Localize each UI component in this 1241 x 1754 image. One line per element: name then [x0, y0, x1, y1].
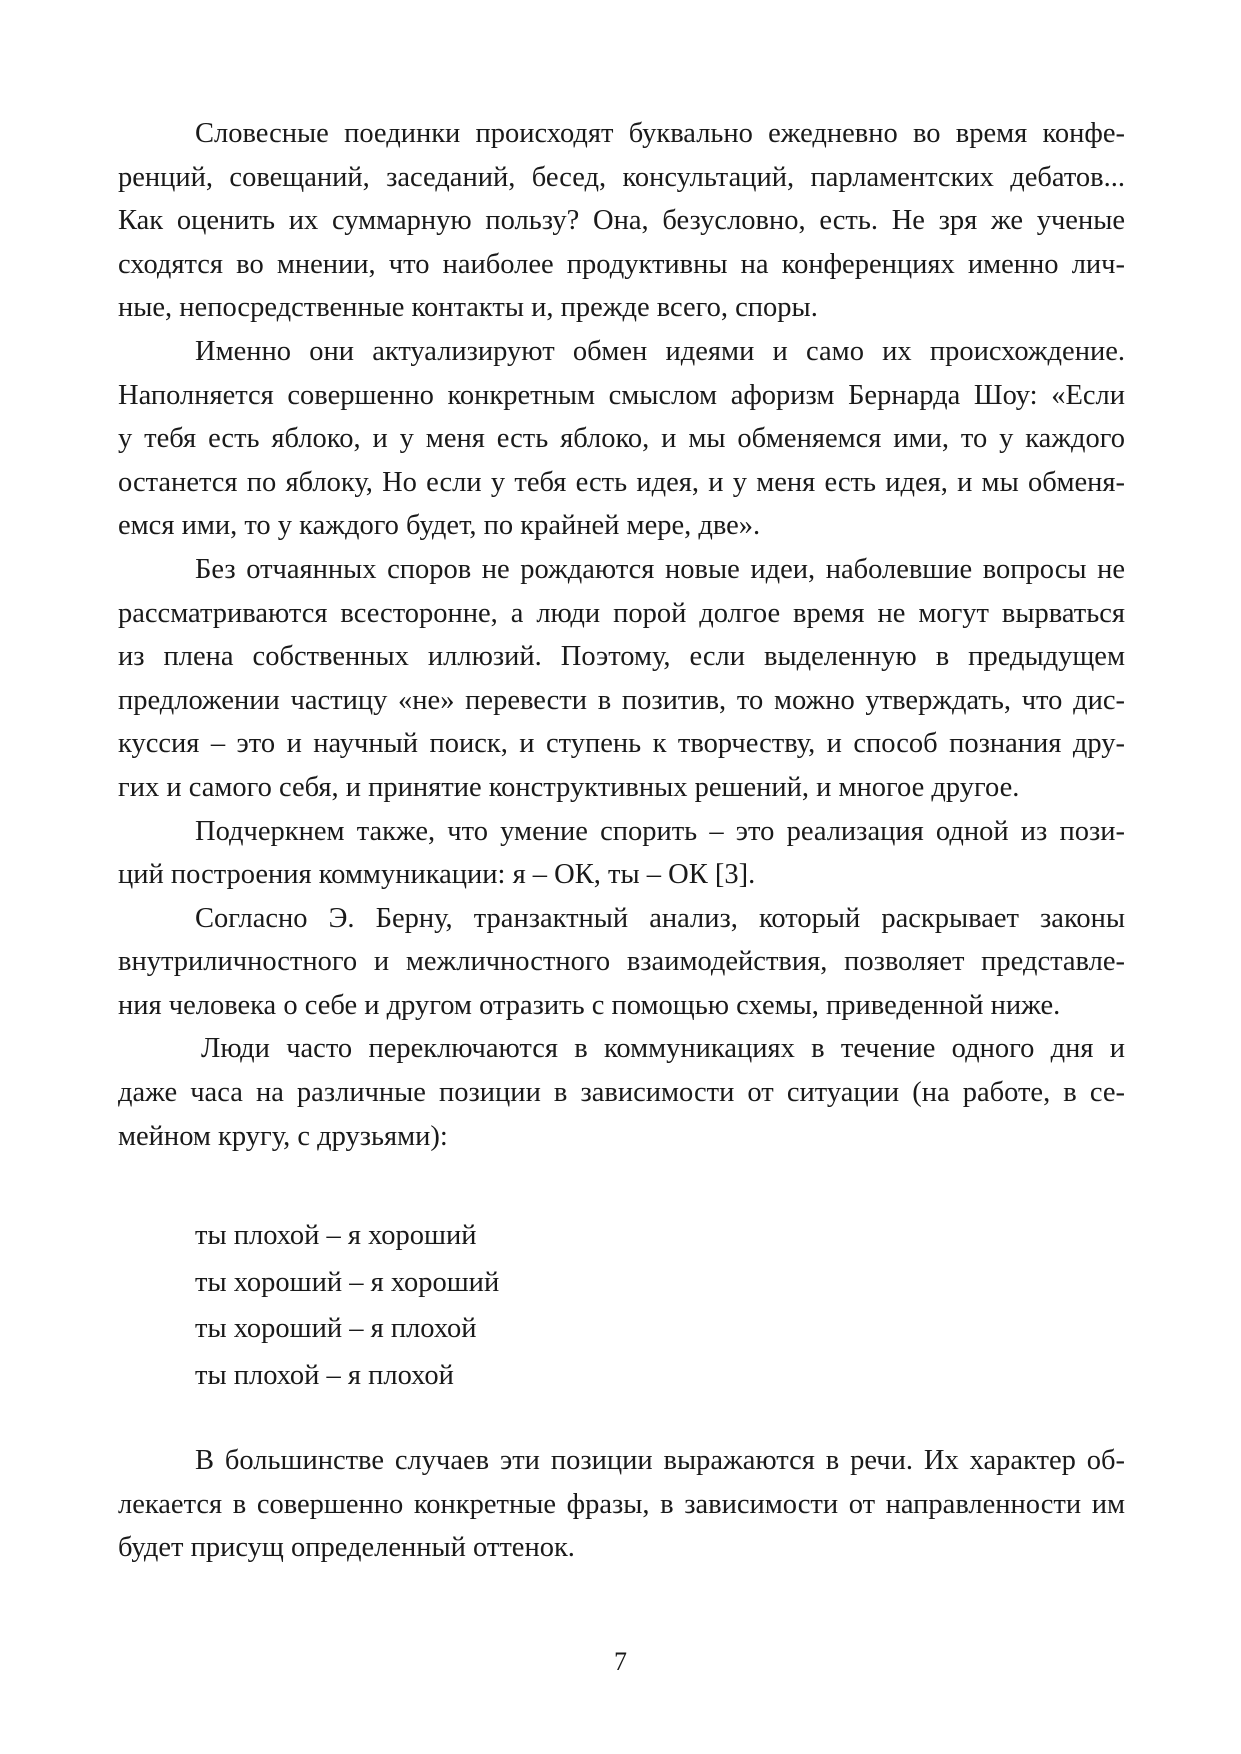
text-line: Как оценить их суммарную пользу? Она, безусловно, есть. Не зря же ученые — [118, 205, 1125, 237]
paragraph — [118, 1439, 1125, 1570]
text-line: лекается в совершенно конкретные фразы, в зависимости от направленности им — [118, 1488, 1125, 1520]
text-line: В большинстве случаев эти позиции выражаются в речи. Их характер об- — [195, 1445, 1125, 1476]
text-line: рассматриваются всесторонне, а люди порой долгое время не могут вырваться — [118, 597, 1125, 629]
text-line: ренций, совещаний, заседаний, бесед, консультаций, парламентских дебатов... — [118, 161, 1125, 193]
text-line: у тебя есть яблоко, и у меня есть яблоко, и мы обменяемся ими, то у каждого — [118, 423, 1125, 455]
text-line: емся ими, то у каждого будет, по крайней мере, две». — [118, 510, 761, 542]
text-line: из плена собственных иллюзий. Поэтому, если выделенную в предыдущем — [118, 641, 1125, 673]
list-item: ты плохой – я плохой — [195, 1359, 454, 1391]
text-line: гих и самого себя, и принятие конструктивных решений, и многое другое. — [118, 771, 1020, 803]
text-line: предложении частицу «не» перевести в позитив, то можно утверждать, что дис- — [118, 684, 1125, 716]
list-item: ты хороший – я плохой — [195, 1313, 477, 1344]
text-line: ций построения коммуникации: я – ОК, ты – ОК [3]. — [118, 859, 756, 891]
paragraph — [118, 112, 1125, 330]
paragraph — [118, 897, 1125, 1028]
document-body — [118, 112, 1125, 1158]
text-line: будет присущ определенный оттенок. — [118, 1532, 575, 1564]
text-line: сходятся во мнении, что наиболее продуктивны на конференциях именно лич- — [118, 248, 1125, 280]
paragraph — [118, 548, 1125, 810]
paragraph — [118, 330, 1125, 548]
text-line: останется по яблоку, Но если у тебя есть идея, и у меня есть идея, и мы обменя- — [118, 466, 1125, 498]
text-line: Наполняется совершенно конкретным смыслом афоризм Бернарда Шоу: «Если — [118, 379, 1125, 411]
text-line: внутриличностного и межличностного взаимодействия, позволяет представле- — [118, 946, 1125, 978]
text-line: ния человека о себе и другом отразить с помощью схемы, приведенной ниже. — [118, 989, 1061, 1021]
text-line: Люди часто переключаются в коммуникациях в течение одного дня и — [201, 1033, 1125, 1065]
text-line: Именно они актуализируют обмен идеями и само их происхождение. — [195, 335, 1125, 367]
list-item: ты плохой – я хороший — [195, 1220, 477, 1251]
text-line: ные, непосредственные контакты и, прежде всего, споры. — [118, 292, 818, 324]
paragraph — [118, 1027, 1125, 1158]
page-number: 7 — [614, 1647, 627, 1676]
list-item: ты хороший – я хороший — [195, 1266, 500, 1298]
text-line: мейном кругу, с друзьями): — [118, 1120, 448, 1152]
text-line: даже часа на различные позиции в зависимости от ситуации (на работе, в се- — [118, 1077, 1125, 1109]
text-line: куссия – это и научный поиск, и ступень к творчеству, и способ познания дру- — [118, 728, 1125, 760]
positions-list — [195, 1213, 499, 1399]
text-line: Подчеркнем также, что умение спорить – это реализация одной из пози- — [195, 815, 1125, 847]
text-line: Без отчаянных споров не рождаются новые идеи, наболевшие вопросы не — [195, 553, 1125, 585]
text-line: Согласно Э. Берну, транзактный анализ, который раскрывает законы — [195, 902, 1125, 934]
paragraph — [118, 810, 1125, 897]
text-line: Словесные поединки происходят буквально ежедневно во время конфе- — [195, 118, 1125, 149]
